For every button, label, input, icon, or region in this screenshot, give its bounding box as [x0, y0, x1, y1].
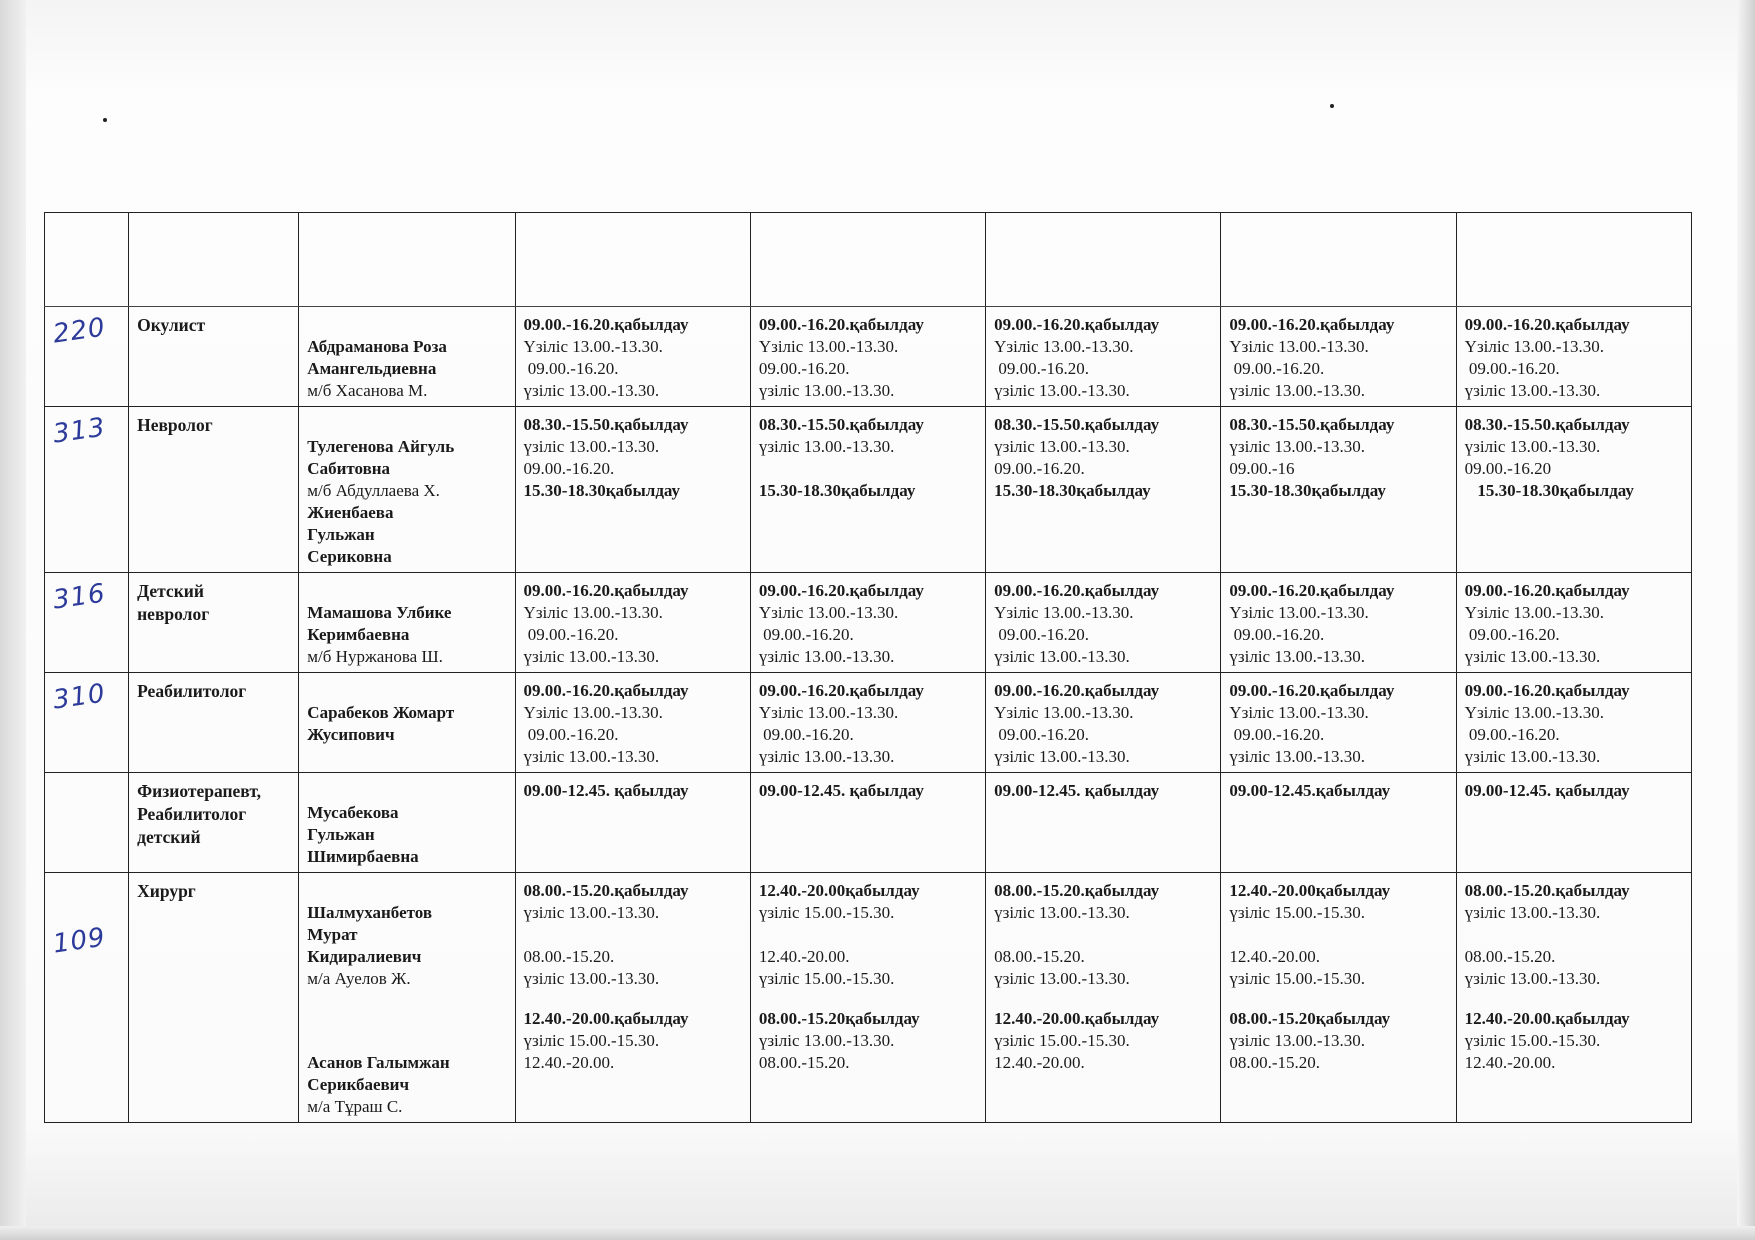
break-line: Үзіліс 13.00.-13.30. — [1464, 603, 1605, 622]
hours-line: 09.00-12.45.қабылдау — [1229, 781, 1391, 800]
ghost-cell — [515, 213, 750, 307]
ghost-cell — [750, 213, 985, 307]
break-line: үзіліс 13.00.-13.30. — [523, 969, 660, 988]
break-line: үзіліс 15.00.-15.30. — [1229, 903, 1365, 922]
day-cell — [750, 673, 985, 773]
hours-line: 09.00.-16.20.қабылдау — [1229, 681, 1395, 700]
doctor-name: Сарабеков Жомарт Жусипович — [307, 703, 455, 744]
break-line: үзіліс 15.00.-15.30. — [994, 1031, 1130, 1050]
hours-line: 09.00.-16.20. — [758, 725, 854, 744]
spacer — [1465, 924, 1684, 946]
break-line: үзіліс 13.00.-13.30. — [523, 647, 660, 666]
scan-bottom-edge — [0, 1226, 1755, 1240]
break-line: үзіліс 13.00.-13.30. — [994, 437, 1130, 456]
hours-line: 09.00.-16.20.қабылдау — [994, 581, 1160, 600]
spacer — [759, 924, 978, 946]
hours-line: 09.00.-16.20. — [523, 625, 619, 644]
day-cell — [1221, 307, 1456, 407]
hours-line: 15.30-18.30қабылдау — [1464, 481, 1634, 500]
break-line: Үзіліс 13.00.-13.30. — [994, 703, 1134, 722]
day-cell — [515, 407, 750, 573]
break-line: Үзіліс 13.00.-13.30. — [1464, 337, 1605, 356]
day-cell — [986, 573, 1221, 673]
day-cell — [750, 307, 985, 407]
doctor-cell — [299, 407, 515, 573]
break-line: Үзіліс 13.00.-13.30. — [523, 703, 663, 722]
hours-line: 12.40.-20.00.қабылдау — [523, 1009, 689, 1028]
spacer — [1229, 924, 1448, 946]
room-cell — [45, 773, 129, 873]
scan-speck — [1330, 104, 1334, 108]
day-cell — [515, 873, 750, 1123]
hours-line: 12.40.-20.00. — [994, 1053, 1085, 1072]
hours-line: 08.00.-15.20қабылдау — [1229, 1009, 1391, 1028]
specialty-cell — [129, 873, 299, 1123]
day-cell — [750, 873, 985, 1123]
specialty-label: Физиотерапевт, Реабилитолог детский — [137, 781, 261, 847]
day-cell — [750, 407, 985, 573]
doctor-name: Мусабекова Гульжан Шимирбаевна — [307, 803, 419, 866]
hours-line: 08.00.-15.20.қабылдау — [523, 881, 689, 900]
hours-line: 09.00.-16.20.қабылдау — [994, 315, 1160, 334]
hours-line: 15.30-18.30қабылдау — [1229, 481, 1386, 500]
break-line: үзіліс 13.00.-13.30. — [994, 969, 1130, 988]
doctor-assistant: м/б Абдуллаева Х. — [307, 481, 440, 500]
break-line: үзіліс 13.00.-13.30. — [1464, 969, 1601, 988]
break-line: үзіліс 13.00.-13.30. — [1464, 903, 1601, 922]
spacer — [759, 458, 978, 480]
room-cell — [45, 407, 129, 573]
hours-line: 08.00.-15.20. — [994, 947, 1085, 966]
specialty-cell — [129, 407, 299, 573]
specialty-label: Невролог — [137, 415, 213, 435]
ghost-cell — [1456, 213, 1691, 307]
day-cell — [515, 673, 750, 773]
break-line: үзіліс 13.00.-13.30. — [758, 381, 895, 400]
day-cell — [750, 573, 985, 673]
doctor-name: Тулегенова Айгуль Сабитовна — [307, 437, 455, 478]
break-line: үзіліс 13.00.-13.30. — [994, 903, 1130, 922]
hours-line: 08.30.-15.50.қабылдау — [994, 415, 1160, 434]
day-cell — [1221, 673, 1456, 773]
hours-line: 09.00.-16.20.қабылдау — [994, 681, 1160, 700]
break-line: үзіліс 15.00.-15.30. — [1229, 969, 1365, 988]
room-number-handwritten: 313 — [51, 412, 108, 450]
hours-line: 08.30.-15.50.қабылдау — [523, 415, 689, 434]
hours-line: 09.00.-16.20.қабылдау — [1464, 315, 1630, 334]
spacer — [524, 924, 743, 946]
spacer — [759, 990, 978, 1008]
day-cell — [1221, 773, 1456, 873]
day-cell — [1456, 773, 1691, 873]
day-cell — [986, 307, 1221, 407]
hours-line: 09.00.-16.20.қабылдау — [1229, 581, 1395, 600]
hours-line: 12.40.-20.00. — [1464, 1053, 1556, 1072]
spacer — [994, 990, 1213, 1008]
scan-speck — [103, 118, 107, 122]
doctor-name: Абдраманова Роза Амангельдиевна — [307, 337, 447, 378]
hours-line: 09.00.-16.20.қабылдау — [758, 315, 924, 334]
hours-line: 09.00.-16.20. — [523, 359, 619, 378]
break-line: үзіліс 13.00.-13.30. — [1229, 381, 1365, 400]
ghost-cell — [1221, 213, 1456, 307]
hours-line: 08.00.-15.20қабылдау — [758, 1009, 920, 1028]
hours-line: 09.00-12.45. қабылдау — [1464, 781, 1630, 800]
hours-line: 09.00.-16.20.қабылдау — [523, 681, 689, 700]
day-cell — [1221, 407, 1456, 573]
break-line: үзіліс 13.00.-13.30. — [1464, 747, 1601, 766]
break-line: үзіліс 13.00.-13.30. — [1464, 437, 1601, 456]
break-line: үзіліс 13.00.-13.30. — [1229, 437, 1365, 456]
hours-line: 09.00.-16.20 — [1464, 459, 1552, 478]
room-cell — [45, 873, 129, 1123]
break-line: үзіліс 15.00.-15.30. — [1464, 1031, 1601, 1050]
hours-line: 08.00.-15.20. — [1229, 1053, 1321, 1072]
specialty-label: Окулист — [137, 315, 206, 335]
break-line: Үзіліс 13.00.-13.30. — [758, 337, 899, 356]
spacer — [307, 990, 507, 1030]
doctor-assistant: м/б Хасанова М. — [307, 381, 428, 400]
table-row — [45, 673, 1692, 773]
doctor-assistant: м/б Нуржанова Ш. — [307, 647, 443, 666]
schedule-table — [44, 212, 1692, 1123]
break-line: Үзіліс 13.00.-13.30. — [1464, 703, 1605, 722]
hours-line: 15.30-18.30қабылдау — [758, 481, 916, 500]
table-row — [45, 773, 1692, 873]
hours-line: 09.00.-16.20. — [1464, 359, 1560, 378]
room-number-handwritten: 316 — [51, 578, 108, 616]
break-line: Үзіліс 13.00.-13.30. — [758, 703, 899, 722]
day-cell — [986, 673, 1221, 773]
room-number-handwritten: 220 — [51, 312, 108, 350]
hours-line: 09.00.-16.20. — [1464, 625, 1560, 644]
break-line: Үзіліс 13.00.-13.30. — [1229, 337, 1369, 356]
hours-line: 09.00.-16.20. — [994, 459, 1085, 478]
ghost-cell — [986, 213, 1221, 307]
spacer — [1465, 990, 1684, 1008]
break-line: Үзіліс 13.00.-13.30. — [1229, 703, 1369, 722]
scan-right-edge — [1737, 0, 1755, 1240]
specialty-cell — [129, 773, 299, 873]
day-cell — [1456, 307, 1691, 407]
scan-left-edge — [0, 0, 26, 1240]
table-row — [45, 407, 1692, 573]
hours-line: 09.00-12.45. қабылдау — [523, 781, 689, 800]
hours-line: 09.00.-16.20.қабылдау — [523, 315, 689, 334]
hours-line: 09.00.-16.20.қабылдау — [1464, 581, 1630, 600]
hours-line: 08.00.-15.20. — [523, 947, 615, 966]
doctor-name: Асанов Галымжан Серикбаевич — [307, 1053, 450, 1094]
hours-line: 12.40.-20.00.қабылдау — [994, 1009, 1160, 1028]
day-cell — [1456, 873, 1691, 1123]
hours-line: 09.00-12.45. қабылдау — [994, 781, 1160, 800]
specialty-cell — [129, 573, 299, 673]
hours-line: 08.00.-15.20.қабылдау — [994, 881, 1160, 900]
day-cell — [1456, 407, 1691, 573]
doctor-name: Жиенбаева Гульжан Сериковна — [307, 503, 394, 566]
hours-line: 09.00.-16.20.қабылдау — [523, 581, 689, 600]
break-line: үзіліс 13.00.-13.30. — [1229, 647, 1365, 666]
doctor-cell — [299, 573, 515, 673]
hours-line: 09.00-12.45. қабылдау — [758, 781, 924, 800]
hours-line: 08.00.-15.20. — [1464, 947, 1556, 966]
hours-line: 09.00.-16.20. — [523, 725, 619, 744]
hours-line: 09.00.-16.20.қабылдау — [758, 581, 924, 600]
hours-line: 15.30-18.30қабылдау — [994, 481, 1151, 500]
hours-line: 09.00.-16.20. — [1229, 625, 1325, 644]
day-cell — [986, 407, 1221, 573]
ghost-cell — [129, 213, 299, 307]
hours-line: 09.00.-16.20. — [994, 725, 1090, 744]
break-line: Үзіліс 13.00.-13.30. — [994, 603, 1134, 622]
day-cell — [515, 573, 750, 673]
day-cell — [1221, 873, 1456, 1123]
specialty-label: Хирург — [137, 881, 196, 901]
break-line: Үзіліс 13.00.-13.30. — [523, 603, 663, 622]
hours-line: 08.30.-15.50.қабылдау — [1464, 415, 1630, 434]
hours-line: 09.00.-16.20. — [1464, 725, 1560, 744]
break-line: үзіліс 13.00.-13.30. — [994, 747, 1130, 766]
hours-line: 12.40.-20.00. — [758, 947, 850, 966]
specialty-label: Реабилитолог — [137, 681, 247, 701]
hours-line: 09.00.-16 — [1229, 459, 1295, 478]
table-row — [45, 573, 1692, 673]
specialty-label: Детский невролог — [137, 581, 210, 624]
break-line: үзіліс 13.00.-13.30. — [758, 747, 895, 766]
doctor-assistant: м/а Ауелов Ж. — [307, 969, 411, 988]
hours-line: 09.00.-16.20. — [758, 359, 850, 378]
day-cell — [515, 307, 750, 407]
table-row — [45, 873, 1692, 1123]
break-line: үзіліс 13.00.-13.30. — [523, 381, 660, 400]
break-line: үзіліс 13.00.-13.30. — [1464, 647, 1601, 666]
break-line: үзіліс 13.00.-13.30. — [758, 647, 895, 666]
day-cell — [1456, 673, 1691, 773]
hours-line: 09.00.-16.20. — [758, 625, 854, 644]
hours-line: 15.30-18.30қабылдау — [523, 481, 681, 500]
break-line: үзіліс 13.00.-13.30. — [1229, 1031, 1365, 1050]
break-line: үзіліс 13.00.-13.30. — [994, 647, 1130, 666]
doctor-name: Шалмуханбетов Мурат Кидиралиевич — [307, 903, 433, 966]
day-cell — [986, 873, 1221, 1123]
break-line: үзіліс 15.00.-15.30. — [758, 969, 895, 988]
room-number-handwritten: 109 — [51, 922, 108, 960]
room-cell — [45, 673, 129, 773]
doctor-assistant: м/а Тұраш С. — [307, 1097, 403, 1116]
hours-line: 08.30.-15.50.қабылдау — [1229, 415, 1395, 434]
doctor-cell — [299, 873, 515, 1123]
break-line: Үзіліс 13.00.-13.30. — [1229, 603, 1369, 622]
hours-line: 09.00.-16.20. — [1229, 725, 1325, 744]
hours-line: 12.40.-20.00. — [1229, 947, 1321, 966]
break-line: үзіліс 13.00.-13.30. — [758, 1031, 895, 1050]
break-line: үзіліс 13.00.-13.30. — [523, 747, 660, 766]
hours-line: 08.00.-15.20. — [758, 1053, 850, 1072]
day-cell — [1221, 573, 1456, 673]
ghost-header-row — [45, 213, 1692, 307]
spacer — [1229, 990, 1448, 1008]
hours-line: 12.40.-20.00. — [523, 1053, 615, 1072]
break-line: үзіліс 13.00.-13.30. — [994, 381, 1130, 400]
spacer — [994, 924, 1213, 946]
doctor-cell — [299, 307, 515, 407]
doctor-name: Мамашова Улбике Керимбаевна — [307, 603, 452, 644]
hours-line: 08.00.-15.20.қабылдау — [1464, 881, 1630, 900]
break-line: үзіліс 13.00.-13.30. — [1464, 381, 1601, 400]
doctor-cell — [299, 773, 515, 873]
break-line: үзіліс 13.00.-13.30. — [1229, 747, 1365, 766]
hours-line: 12.40.-20.00.қабылдау — [1464, 1009, 1630, 1028]
day-cell — [1456, 573, 1691, 673]
ghost-cell — [45, 213, 129, 307]
break-line: Үзіліс 13.00.-13.30. — [523, 337, 663, 356]
break-line: Үзіліс 13.00.-13.30. — [758, 603, 899, 622]
spacer — [524, 990, 743, 1008]
hours-line: 09.00.-16.20. — [523, 459, 615, 478]
day-cell — [515, 773, 750, 873]
break-line: үзіліс 13.00.-13.30. — [523, 903, 660, 922]
hours-line: 12.40.-20.00қабылдау — [758, 881, 920, 900]
specialty-cell — [129, 307, 299, 407]
hours-line: 09.00.-16.20.қабылдау — [1464, 681, 1630, 700]
room-number-handwritten: 310 — [51, 678, 108, 716]
hours-line: 09.00.-16.20. — [1229, 359, 1325, 378]
specialty-cell — [129, 673, 299, 773]
break-line: Үзіліс 13.00.-13.30. — [994, 337, 1134, 356]
day-cell — [986, 773, 1221, 873]
hours-line: 12.40.-20.00қабылдау — [1229, 881, 1391, 900]
day-cell — [750, 773, 985, 873]
break-line: үзіліс 13.00.-13.30. — [758, 437, 895, 456]
room-cell — [45, 573, 129, 673]
hours-line: 09.00.-16.20.қабылдау — [1229, 315, 1395, 334]
hours-line: 09.00.-16.20.қабылдау — [758, 681, 924, 700]
ghost-cell — [299, 213, 515, 307]
break-line: үзіліс 15.00.-15.30. — [523, 1031, 660, 1050]
doctor-cell — [299, 673, 515, 773]
hours-line: 09.00.-16.20. — [994, 625, 1090, 644]
table-row — [45, 307, 1692, 407]
room-cell — [45, 307, 129, 407]
hours-line: 09.00.-16.20. — [994, 359, 1090, 378]
break-line: үзіліс 13.00.-13.30. — [523, 437, 660, 456]
break-line: үзіліс 15.00.-15.30. — [758, 903, 895, 922]
hours-line: 08.30.-15.50.қабылдау — [758, 415, 924, 434]
